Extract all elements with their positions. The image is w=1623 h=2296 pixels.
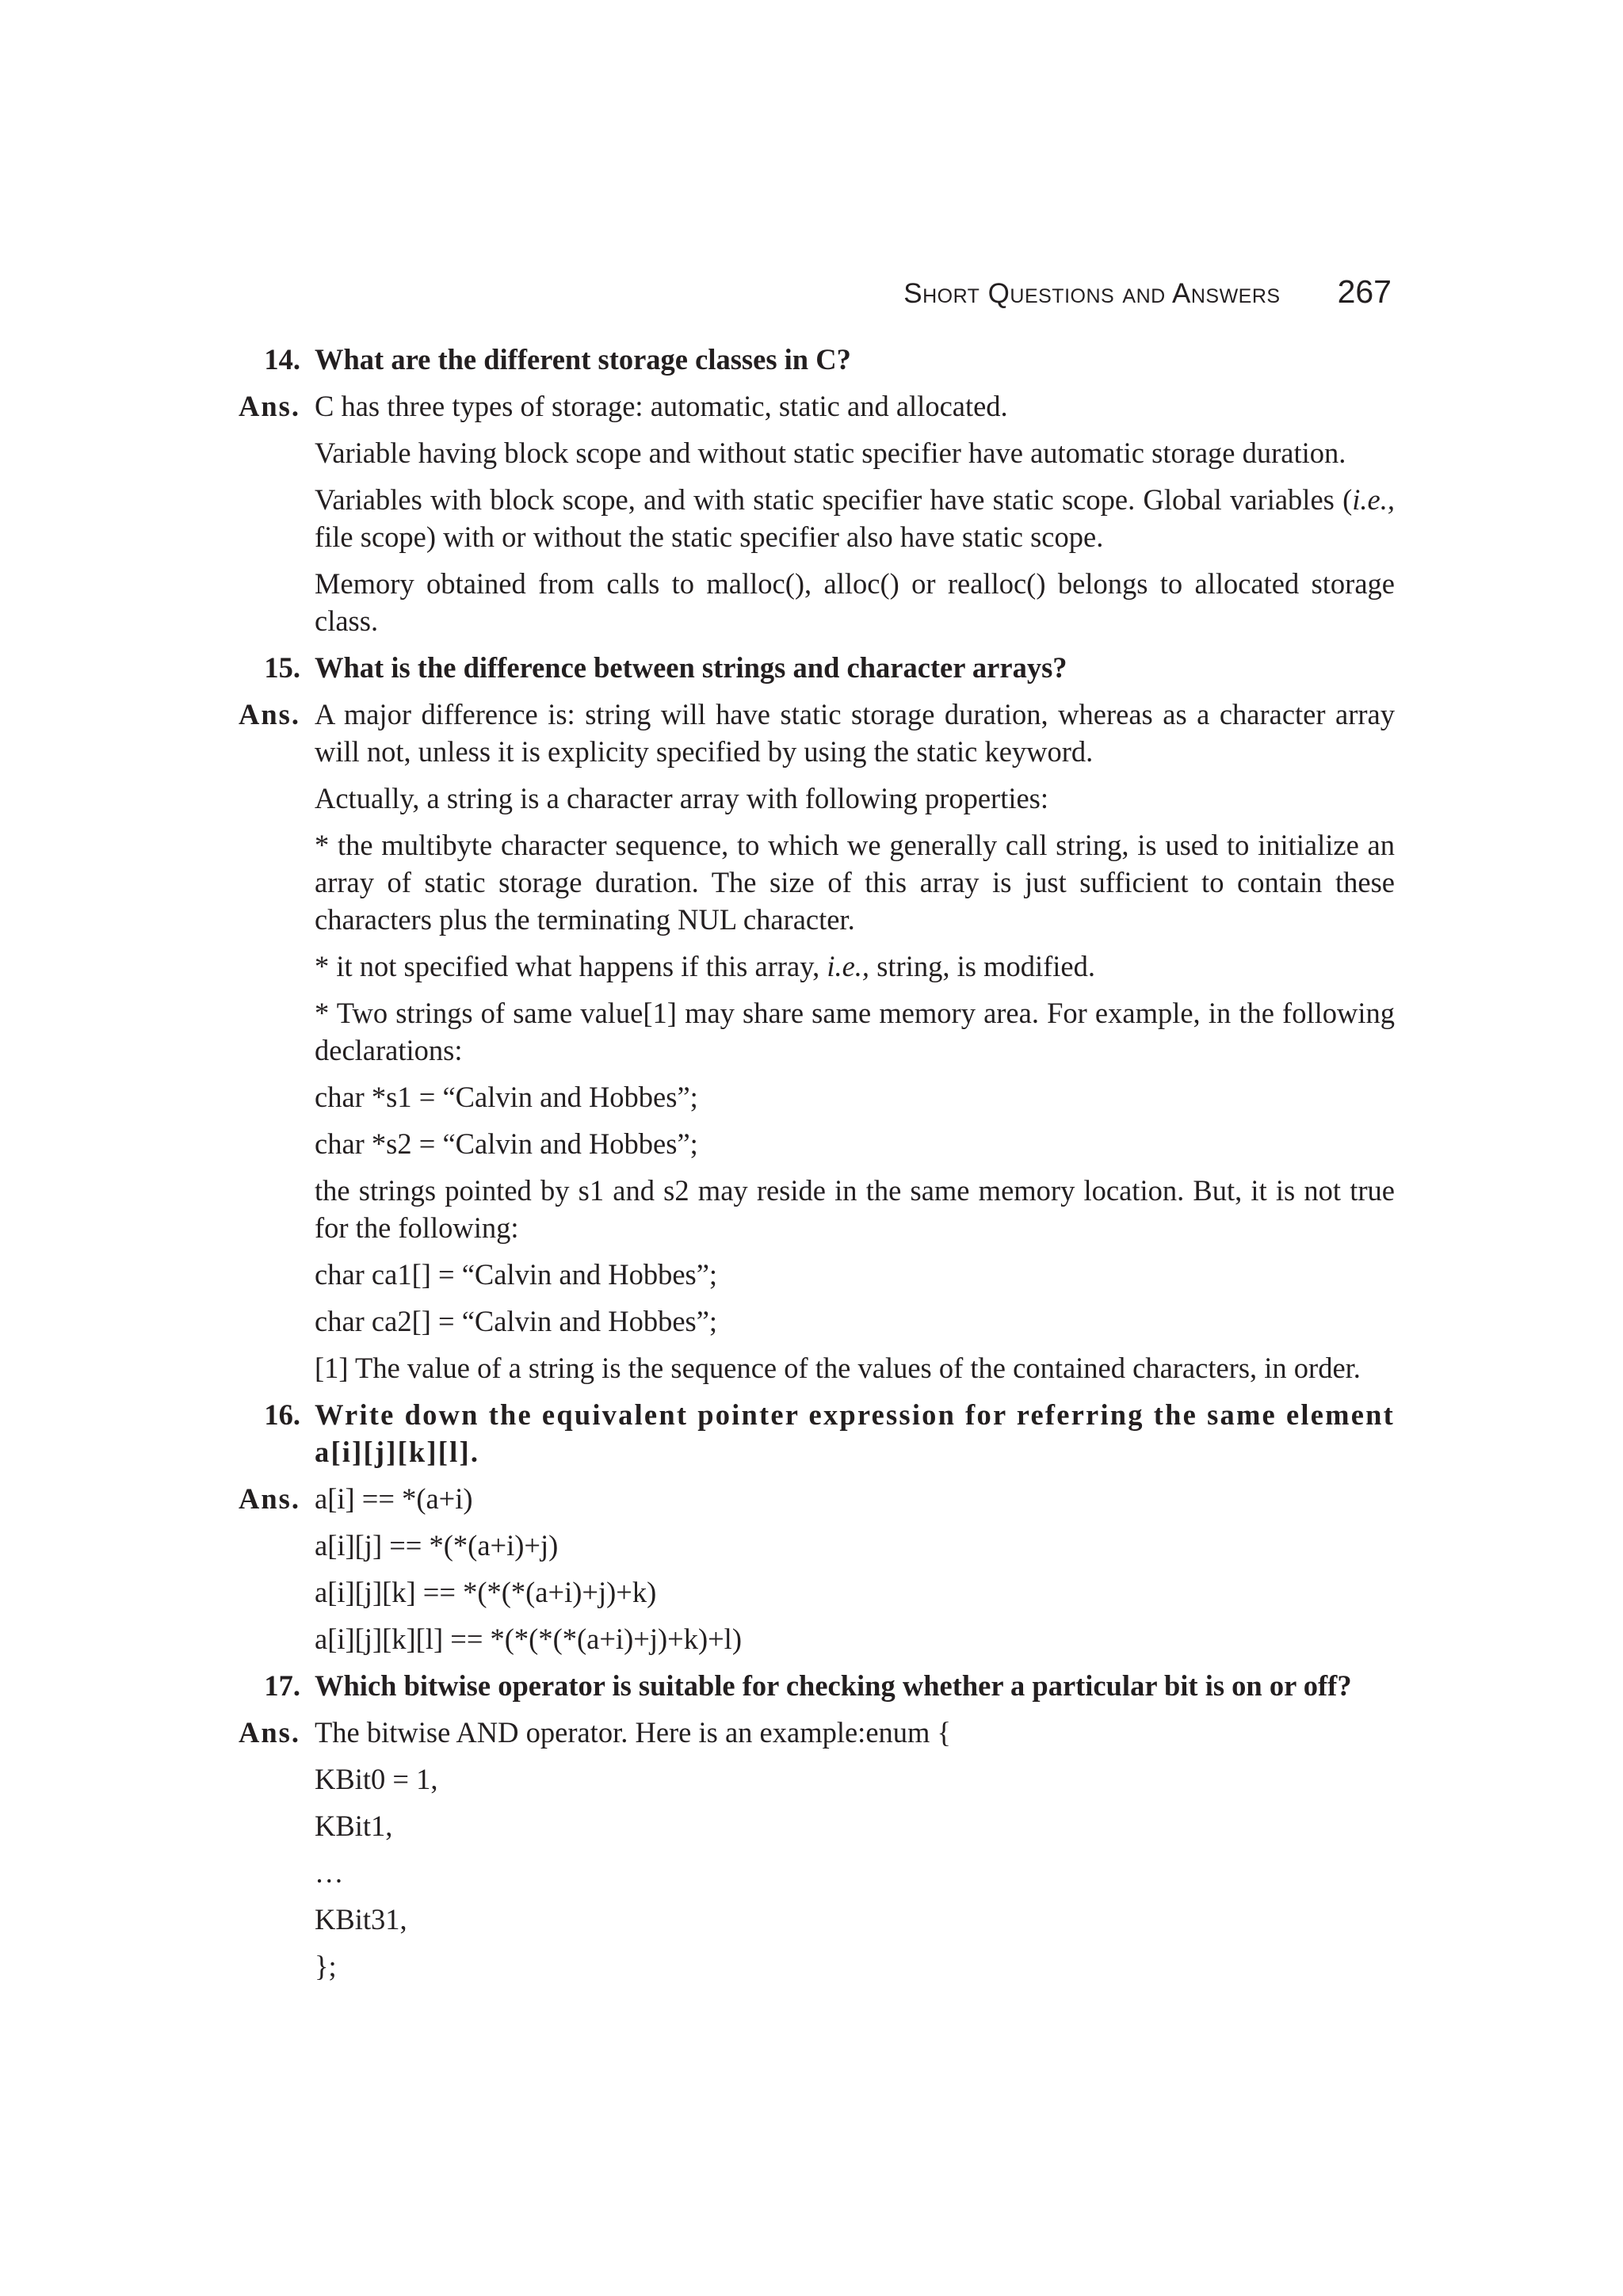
code-line: KBit0 = 1, [315,1763,438,1795]
expression-line: a[i] == *(a+i) [315,1482,473,1515]
text-run: string, is modified. [869,950,1095,982]
code-line: char ca1[] = “Calvin and Hobbes”; [315,1258,718,1291]
page-body [0,341,1623,1994]
running-title: Short Questions and Answers [903,278,1281,309]
question-number: 16. [264,1398,300,1431]
code-line: … [315,1856,344,1889]
answer-label: Ans. [239,698,300,730]
answer-paragraph: Actually, a string is a character array with following properties: [315,782,1049,814]
answer-label: Ans. [239,1482,300,1515]
question-number: 15. [264,651,300,684]
code-line: char ca2[] = “Calvin and Hobbes”; [315,1305,718,1337]
answer-paragraph: * the multibyte character sequence, to which we generally call string, is used to initialize an array of static storage duration. The size of this array is just sufficient to contain these characters plus the terminating NUL character. [315,829,1395,936]
question-text: Which bitwise operator is suitable for checking whether a particular bit is on or off? [315,1669,1352,1702]
expression-line: a[i][j] == *(*(a+i)+j) [315,1529,559,1562]
answer-label: Ans. [239,1716,300,1749]
question-15 [264,649,1395,686]
answer-14 [239,387,1395,425]
code-line: KBit1, [315,1810,393,1842]
page-number: 267 [1337,273,1392,310]
italic-text: i.e., [827,950,870,982]
question-14 [264,341,1395,378]
code-line: char *s2 = “Calvin and Hobbes”; [315,1127,698,1160]
answer-paragraph: The bitwise AND operator. Here is an example:enum { [315,1716,952,1749]
answer-paragraph: Variable having block scope and without static specifier have automatic storage duration. [315,437,1346,469]
italic-text: i.e., [1352,483,1395,516]
question-text: What are the different storage classes in C? [315,343,851,376]
code-line: char *s1 = “Calvin and Hobbes”; [315,1081,698,1113]
answer-paragraph [315,481,1395,555]
expression-line: a[i][j][k][l] == *(*(*(*(a+i)+j)+k)+l) [315,1623,742,1655]
text-run: Variables with block scope, and with static specifier have static scope. Global variables ( [315,483,1353,516]
question-number: 17. [264,1669,300,1702]
running-head [903,273,1392,311]
expression-line: a[i][j][k] == *(*(*(a+i)+j)+k) [315,1576,657,1608]
question-text: Write down the equivalent pointer expression for referring the same element a[i][j][k][l]. [315,1398,1395,1468]
code-line: }; [315,1950,337,1982]
code-line: KBit31, [315,1903,407,1936]
answer-16 [239,1480,1395,1517]
answer-15 [239,696,1395,770]
answer-17 [239,1714,1395,1751]
answer-paragraph: * Two strings of same value[1] may share same memory area. For example, in the following declarations: [315,997,1395,1066]
answer-paragraph: the strings pointed by s1 and s2 may reside in the same memory location. But, it is not true for the following: [315,1174,1395,1244]
question-text: What is the difference between strings and character arrays? [315,651,1067,684]
question-number: 14. [264,343,300,376]
answer-paragraph [315,948,1395,985]
text-run: file scope) with or without the static specifier also have static scope. [315,521,1104,553]
answer-paragraph: C has three types of storage: automatic, static and allocated. [315,390,1008,422]
question-17 [264,1667,1395,1704]
answer-paragraph: A major difference is: string will have static storage duration, whereas as a character array will not, unless it is explicity specified by using the static keyword. [315,698,1395,768]
footnote-paragraph: [1] The value of a string is the sequence of the values of the contained characters, in order. [315,1352,1361,1384]
answer-paragraph: Memory obtained from calls to malloc(), alloc() or realloc() belongs to allocated storage class. [315,567,1395,637]
answer-label: Ans. [239,390,300,422]
text-run: * it not specified what happens if this array, [315,950,827,982]
question-16 [264,1396,1395,1470]
